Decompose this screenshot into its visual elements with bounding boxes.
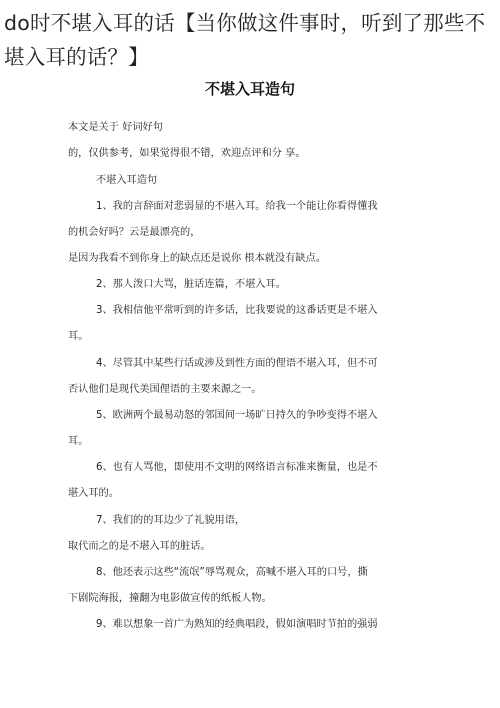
document-line: 下剧院海报，撞翻为电影做宣传的纸板人物。: [68, 593, 272, 604]
page-title: do时不堪入耳的话【当你做这件事时，听到了那些不堪入耳的话？】: [4, 11, 486, 69]
document-line: 3、我相信他平常听到的许多话，比我要说的这番话更是不堪入: [96, 305, 378, 316]
document-line: 的机会好吗？云是最漂亮的，: [68, 227, 201, 238]
document-line: 6、也有人骂他，即使用不文明的网络语言标准来衡量，也是不: [96, 462, 378, 473]
document-image: [0, 78, 500, 708]
document-line: 否认他们是现代美国俚语的主要来源之一。: [68, 384, 262, 395]
document-line: 8、他还表示这些“流氓”辱骂观众，高喊不堪入耳的口号，撕: [96, 567, 368, 578]
document-line: 耳。: [68, 331, 89, 342]
document-line: 2、那人泼口大骂，脏话连篇，不堪入耳。: [96, 279, 286, 290]
document-line: 的，仅供参考，如果觉得很不错，欢迎点评和分 享。: [68, 148, 306, 159]
document-line: 7、我们的的耳边少了礼貌用语，: [96, 515, 246, 526]
document-line: 9、难以想象一首广为熟知的经典唱段，假如演唱时节拍的强弱: [96, 619, 378, 630]
document-line: 本文是关于 好词好句: [68, 122, 163, 133]
document-line: 5、欧洲两个最易动怒的邻国间一场旷日持久的争吵变得不堪入: [96, 410, 378, 421]
document-line: 不堪入耳造句: [96, 175, 158, 186]
document-line: 4、尽管其中某些行话或涉及到性方面的俚语不堪入耳，但不可: [96, 358, 378, 369]
document-line: 取代而之的是不堪入耳的脏话。: [68, 541, 211, 552]
document-heading: 不堪入耳造句: [204, 80, 295, 98]
document-line: 是因为我看不到你身上的缺点还是说你 根本就没有缺点。: [68, 253, 326, 264]
document-line: 1、我的言辞面对悲弱显的不堪入耳。给我一个能让你看得懂我: [96, 201, 378, 212]
document-line: 堪入耳的。: [68, 488, 119, 499]
document-line: 耳。: [68, 436, 89, 447]
